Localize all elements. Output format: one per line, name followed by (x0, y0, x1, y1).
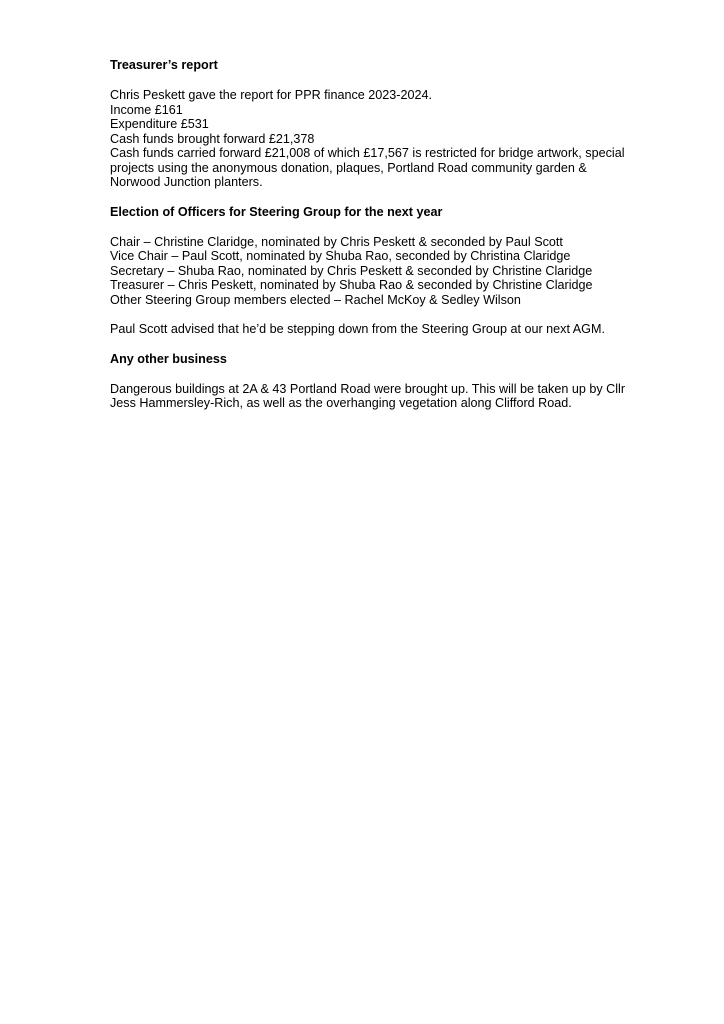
treasurer-line-expenditure: Expenditure £531 (110, 117, 209, 131)
other-business-line: Jess Hammersley-Rich, as well as the overhanging vegetation along Clifford Road. (110, 396, 572, 410)
election-line-secretary: Secretary – Shuba Rao, nominated by Chris Peskett & seconded by Christine Claridge (110, 263, 593, 278)
other-business-heading: Any other business (110, 351, 227, 366)
treasurer-line-brought-forward: Cash funds brought forward £21,378 (110, 131, 315, 146)
election-line-other-members: Other Steering Group members elected – Rachel McKoy & Sedley Wilson (110, 292, 521, 307)
other-business-line: Dangerous buildings at 2A & 43 Portland Road were brought up. This will be taken up by Cllr (110, 381, 626, 396)
election-note (110, 322, 630, 337)
treasurer-line-income: Income £161 (110, 102, 183, 117)
election-line-chair: Chair – Christine Claridge, nominated by Chris Peskett & seconded by Paul Scott (110, 234, 563, 249)
treasurers-report-body (110, 88, 630, 190)
treasurers-report-heading: Treasurer’s report (110, 58, 218, 72)
election-line-vice-chair: Vice Chair – Paul Scott, nominated by Shuba Rao, seconded by Christina Claridge (110, 249, 571, 263)
election-line-treasurer: Treasurer – Chris Peskett, nominated by Shuba Rao & seconded by Christine Claridge (110, 278, 593, 292)
document-page (110, 58, 630, 411)
election-note-line: Paul Scott advised that he’d be stepping down from the Steering Group at our next AGM. (110, 322, 605, 336)
election-heading: Election of Officers for Steering Group for the next year (110, 204, 443, 219)
election-body (110, 235, 630, 308)
treasurer-line: Chris Peskett gave the report for PPR finance 2023-2024. (110, 88, 433, 102)
treasurer-line-carried-forward: Cash funds carried forward £21,008 of which £17,567 is restricted for bridge artwork, special (110, 146, 625, 160)
treasurer-line: Norwood Junction planters. (110, 175, 263, 189)
treasurer-line: projects using the anonymous donation, plaques, Portland Road community garden & (110, 160, 587, 175)
other-business-body (110, 382, 630, 411)
